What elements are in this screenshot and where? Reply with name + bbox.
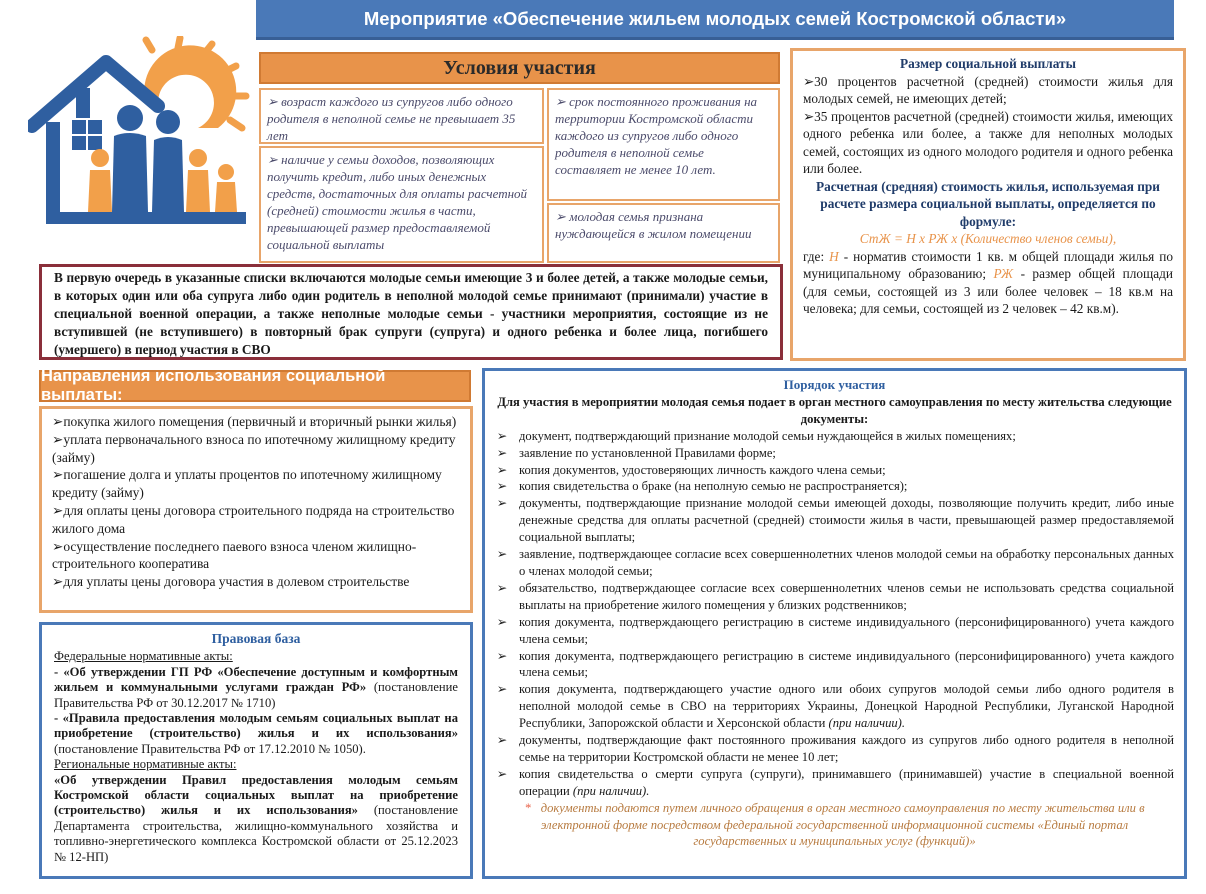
symbol-rzh: РЖ	[993, 266, 1014, 281]
bullet-icon: ➢	[496, 479, 508, 494]
bullet-icon: ➢	[555, 94, 566, 109]
procedure-note	[495, 800, 1174, 851]
condition-age	[259, 88, 544, 144]
procedure-item	[495, 648, 1174, 682]
payment-size-item-text: 30 процентов расчетной (средней) стоимости жилья для молодых семей, не имеющих детей;	[803, 73, 1173, 106]
federal-act-name: - «Об утверждении ГП РФ «Обеспечение доступным и комфортным жильем и коммунальными услугами граждан РФ»	[54, 664, 458, 695]
bullet-icon: ➢	[496, 496, 508, 511]
federal-act	[54, 665, 458, 711]
direction-item	[52, 502, 460, 538]
federal-acts-heading: Федеральные нормативные акты:	[54, 649, 233, 664]
bullet-icon: ➢	[267, 94, 278, 109]
procedure-item-text: документы, подтверждающие факт постоянного проживания каждого из супругов либо одного родителя в неполной семье на территории Костромской области не менее 10 лет;	[519, 733, 1174, 764]
procedure-list	[495, 428, 1174, 682]
conditions-title-text: Условия участия	[443, 56, 596, 79]
procedure-item	[495, 614, 1174, 648]
procedure-item-text: заявление по установленной Правилами форме;	[519, 445, 776, 460]
bullet-icon: ➢	[496, 580, 508, 595]
procedure-item-text: копия документа, подтверждающего регистрацию в системе индивидуального (персонифицированного) учета каждого члена семьи;	[519, 614, 1174, 646]
procedure-item	[495, 681, 1174, 732]
bullet-icon: ➢	[496, 733, 508, 748]
directions-list	[52, 413, 460, 591]
procedure-item	[495, 445, 1174, 462]
payment-size-title: Размер социальной выплаты	[900, 56, 1076, 71]
procedure-item-text: документы, подтверждающие признание молодой семьи имеющей доходы, позволяющие получить кредит, либо иные денежные средства для оплаты расчетной (средней) стоимости жилья в части, превышающей размер предоставляемой социальной выплаты;	[519, 496, 1174, 545]
house-family-icon	[28, 36, 260, 226]
regional-act-name: «Об утверждении Правил предоставления молодым семьям Костромской области социальных выплат на приобретение (строительство) жилья и их использования»	[54, 772, 458, 818]
procedure-intro: Для участия в мероприятии молодая семья подает в орган местного самоуправления по месту жительства следующие документы:	[497, 394, 1172, 426]
direction-item	[52, 466, 460, 502]
bullet-icon: ➢	[803, 108, 815, 124]
procedure-item-text: копия свидетельства о браке (на неполную семью не распространяется);	[519, 479, 908, 494]
bullet-icon: ➢	[52, 502, 64, 518]
procedure-box	[482, 368, 1187, 879]
condition-need	[547, 203, 780, 263]
direction-item	[52, 413, 460, 431]
bullet-icon: ➢	[496, 614, 508, 629]
priority-box	[39, 264, 783, 360]
procedure-item-note: (при наличии).	[572, 783, 650, 798]
payment-size-item	[803, 108, 1173, 178]
procedure-item-text: обязательство, подтверждающее согласие всех совершеннолетних членов семьи не использовать средства социальной выплаты на приобретение жилого помещения у близких родственников;	[519, 580, 1174, 612]
procedure-item	[495, 462, 1174, 479]
page-header	[256, 0, 1174, 40]
bullet-icon: ➢	[52, 431, 64, 447]
federal-act-name: - «Правила предоставления молодым семьям социальных выплат на приобретение (строительство) жилья и их использования»	[54, 711, 458, 741]
payment-size-box	[790, 48, 1186, 361]
federal-act	[54, 711, 458, 757]
symbol-n: Н	[829, 248, 839, 264]
directions-title	[39, 367, 471, 404]
bullet-icon: ➢	[496, 682, 508, 697]
procedure-item	[495, 495, 1174, 546]
direction-item-text: уплата первоначального взноса по ипотечному жилищному кредиту (займу)	[52, 431, 456, 465]
regional-act-ref: (постановление Департамента строительства, жилищно-коммунального хозяйства и топливно-энергетического комплекса Костромской области от 25.12.2023 № 12-НП)	[54, 803, 458, 864]
conditions-title	[259, 52, 780, 84]
payment-size-item-text: 35 процентов расчетной (средней) стоимости жилья, имеющих одного ребенка или более, а также для неполных молодых семей, состоящих из одного молодого родителя и одного ребенка или более.	[803, 108, 1173, 176]
procedure-item-text: копия документа, подтверждающего участие одного или обоих супругов молодой семьи либо одного родителя в неполной молодой семье в СВО на территориях Украины, Донецкой Народной Республики, Луганской Народной Республики, Запорожской области и Херсонской области	[519, 682, 1174, 731]
procedure-item	[495, 546, 1174, 580]
condition-age-text: возраст каждого из супругов либо одного родителя в неполной семье не превышает 35 лет	[267, 94, 516, 143]
bullet-icon: ➢	[555, 209, 566, 224]
federal-act-ref: (постановление Правительства РФ от 17.12.2010 № 1050).	[54, 741, 366, 756]
direction-item-text: покупка жилого помещения (первичный и вторичный рынки жилья)	[63, 414, 457, 429]
page-title: Мероприятие «Обеспечение жильем молодых семей Костромской области»	[363, 7, 1067, 29]
direction-item-text: погашение долга и уплаты процентов по ипотечному жилищному кредиту (займу)	[52, 467, 442, 501]
bullet-icon: ➢	[496, 648, 508, 663]
procedure-item	[495, 478, 1174, 495]
formula-heading: Расчетная (средняя) стоимость жилья, используемая при расчете размера социальной выплаты, определяется по формуле:	[816, 178, 1160, 229]
bullet-icon: ➢	[496, 428, 508, 443]
federal-act-ref: (постановление Правительства РФ от 30.12.2017 № 1710)	[54, 680, 458, 710]
payment-size-item	[803, 73, 1173, 108]
condition-residence	[547, 88, 780, 201]
condition-residence-text: срок постоянного проживания на территории Костромской области каждого из супругов либо одного родителя в неполной семье составляет не менее 10 лет.	[555, 94, 758, 177]
bullet-icon: ➢	[496, 445, 508, 460]
bullet-icon: ➢	[267, 152, 278, 167]
procedure-item-text: копия документа, подтверждающего регистрацию в системе индивидуального (персонифицированного) учета каждого члена семьи;	[519, 648, 1174, 680]
formula: СтЖ = Н х РЖ х (Количество членов семьи),	[859, 231, 1117, 246]
bullet-icon: ➢	[496, 766, 508, 781]
condition-income	[259, 146, 544, 263]
condition-need-text: молодая семья признана нуждающейся в жилом помещении	[555, 209, 752, 241]
bullet-icon: ➢	[803, 73, 815, 89]
legal-base-box	[39, 622, 473, 879]
procedure-item	[495, 580, 1174, 614]
directions-title-text: Направления использования социальной выплаты:	[41, 367, 386, 404]
procedure-title: Порядок участия	[783, 377, 886, 392]
procedure-note-text: документы подаются путем личного обращения в орган местного самоуправления по месту жительства или в электронной форме посредством федеральной государственной информационной системы «Единый портал государственных и муниципальных услуг (функций)»	[540, 800, 1145, 849]
procedure-item-note: (при наличии).	[828, 716, 906, 731]
where-prefix: где:	[803, 248, 825, 264]
procedure-item-text: копия свидетельства о смерти супруга (супруги), принимавшего (принимавшей) участие в специальной военной операции	[519, 766, 1174, 798]
bullet-icon: ➢	[496, 462, 508, 477]
direction-item-text: для уплаты цены договора участия в долевом строительстве	[63, 574, 410, 590]
legal-title: Правовая база	[211, 631, 301, 646]
procedure-item	[495, 766, 1174, 800]
direction-item	[52, 538, 460, 574]
bullet-icon: ➢	[52, 467, 64, 483]
procedure-item	[495, 732, 1174, 766]
procedure-item-text: документ, подтверждающий признание молодой семьи нуждающейся в жилых помещениях;	[519, 428, 1016, 443]
procedure-item	[495, 428, 1174, 445]
regional-act	[54, 773, 458, 865]
formula-legend	[803, 248, 1173, 318]
direction-item	[52, 573, 460, 591]
regional-acts-heading: Региональные нормативные акты:	[54, 757, 237, 772]
directions-box	[39, 406, 473, 613]
priority-text: В первую очередь в указанные списки включаются молодые семьи имеющие 3 и более детей, а также молодые семьи, в которых один или оба супруга либо один родитель в неполной молодой семье принимают (принимали) участие в специальной военной операции, а также неполные молодые семьи - участники мероприятия, состоящие из не вступившей (не вступившего) в повторный брак супруги (супруга) и одного ребенка и более лица, погибшего (умершего) в период участия в СВО	[54, 270, 768, 357]
asterisk-icon: *	[524, 800, 531, 815]
direction-item-text: осуществление последнего паевого взноса членом жилищно-строительного кооператива	[52, 538, 417, 572]
bullet-icon: ➢	[52, 414, 64, 429]
bullet-icon: ➢	[496, 547, 508, 562]
bullet-icon: ➢	[52, 574, 64, 590]
procedure-item-text: копия документов, удостоверяющих личность каждого члена семьи;	[519, 462, 886, 477]
symbol-n-desc: - норматив стоимости 1 кв. м общей площади жилья по муниципальному образованию;	[803, 248, 1174, 281]
condition-income-text: наличие у семьи доходов, позволяющих получить кредит, либо иных денежных средств, достаточных для оплаты расчетной (средней) стоимости жилья в части, превышающей размер предоставляемой социальной выплаты	[267, 152, 528, 252]
procedure-item-text: заявление, подтверждающее согласие всех совершеннолетних членов молодой семьи на обработку персональных данных о членах молодой семьи;	[519, 547, 1174, 578]
direction-item-text: для оплаты цены договора строительного подряда на строительство жилого дома	[52, 502, 455, 536]
bullet-icon: ➢	[52, 538, 64, 554]
symbol-rzh-desc: - размер общей площади (для семьи, состоящей из 3 или более человек – 18 кв.м на человека; для семьи, состоящей из 2 человек – 42 кв.м).	[803, 266, 1173, 316]
direction-item	[52, 431, 460, 467]
